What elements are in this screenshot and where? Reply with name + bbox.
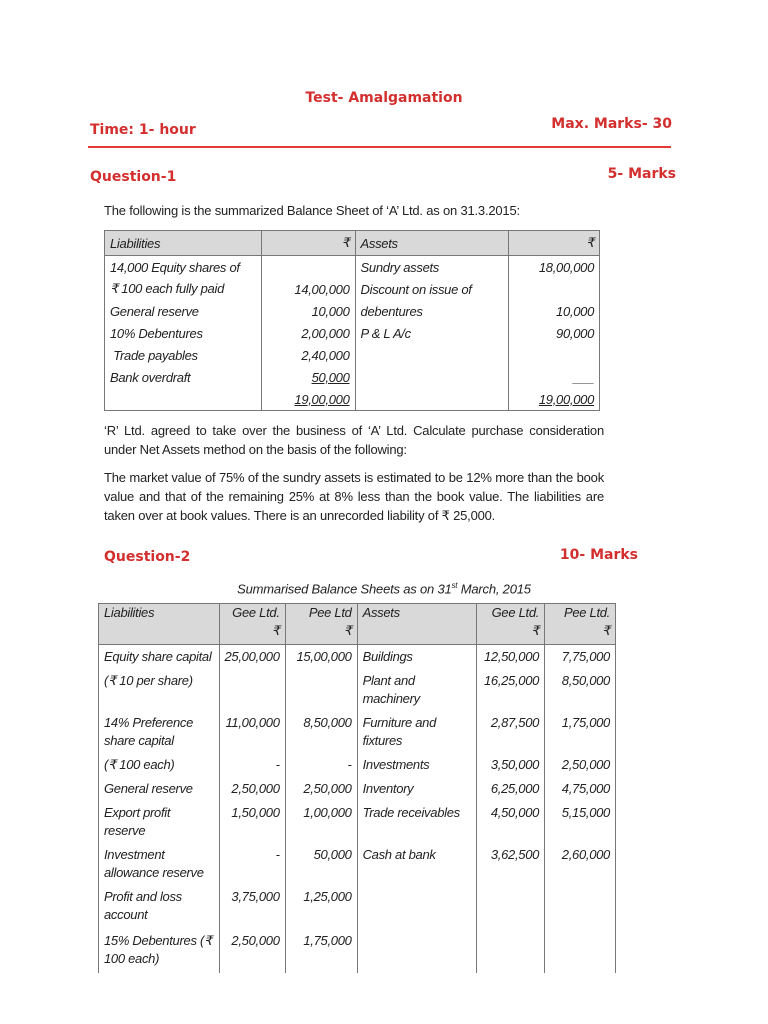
header-rupee: ₹ [531, 623, 540, 638]
question-1-intro: The following is the summarized Balance Sheet of ‘A’ Ltd. as on 31.3.2015: [104, 203, 520, 218]
amount-cell: 50,000 [261, 366, 355, 388]
pee-amount: 2,50,000 [545, 753, 616, 777]
header-gee-ltd [477, 604, 545, 645]
table-row [99, 843, 616, 885]
asset-cell: Investments [357, 753, 477, 777]
header-liabilities: Liabilities [99, 604, 220, 645]
balance-sheet-a-ltd [104, 230, 600, 411]
liability-cell: Equity share capital [99, 645, 220, 670]
table-row [105, 278, 600, 300]
test-title: Test- Amalgamation [305, 90, 463, 106]
question-2-heading: Question-2 [104, 549, 191, 565]
table-row [99, 801, 616, 843]
question-1-paragraph-2: The market value of 75% of the sundry assets is estimated to be 12% more than the book value and that of the remaining 25% at 8% less than the book value. The liabilities are taken over at book values. There is an unrecorded liability of ₹ 25,000. [104, 470, 604, 523]
amount-cell [509, 278, 600, 300]
header-gee-ltd [219, 604, 285, 645]
liability-cell: 14% Preference share capital [99, 711, 220, 753]
gee-amount [219, 669, 285, 711]
liability-cell: 10% Debentures [105, 322, 262, 344]
liability-cell: (₹ 10 per share) [99, 669, 220, 711]
pee-amount: 5,15,000 [545, 801, 616, 843]
amount-cell: 2,40,000 [261, 344, 355, 366]
asset-cell [355, 344, 509, 366]
total-row [105, 388, 600, 411]
amount-cell: ___ [509, 366, 600, 388]
amount-cell: 90,000 [509, 322, 600, 344]
header-rupee: ₹ [261, 231, 355, 256]
table-row [99, 753, 616, 777]
header-liabilities: Liabilities [105, 231, 262, 256]
liability-cell: 14,000 Equity shares of [105, 256, 262, 279]
liability-cell: General reserve [99, 777, 220, 801]
pee-amount: 2,50,000 [285, 777, 357, 801]
gee-amount: 2,87,500 [477, 711, 545, 753]
header-rupee: ₹ [343, 623, 352, 638]
table-header-row [105, 231, 600, 256]
liability-cell: Trade payables [105, 344, 262, 366]
caption-superscript: st [451, 581, 458, 590]
amount-cell [509, 344, 600, 366]
asset-cell: Discount on issue of [355, 278, 509, 300]
gee-amount: 2,50,000 [219, 929, 285, 973]
header-label: Pee Ltd [308, 605, 352, 620]
question-1-paragraph-1: ‘R’ Ltd. agreed to take over the business of ‘A’ Ltd. Calculate purchase consideration under Net Assets method on the basis of the following: [104, 423, 604, 457]
header-pee-ltd [285, 604, 357, 645]
gee-amount: 3,50,000 [477, 753, 545, 777]
question-2-caption [0, 581, 768, 596]
amount-cell: 10,000 [509, 300, 600, 322]
gee-amount: 3,62,500 [477, 843, 545, 885]
question-1-marks: 5- Marks [607, 166, 676, 182]
pee-amount: 7,75,000 [545, 645, 616, 670]
question-2-marks: 10- Marks [559, 547, 638, 563]
asset-cell [355, 388, 509, 411]
gee-amount [477, 885, 545, 929]
pee-amount [545, 929, 616, 973]
table-row [105, 344, 600, 366]
gee-amount: 25,00,000 [219, 645, 285, 670]
asset-cell: Plant and machinery [357, 669, 477, 711]
asset-cell: Buildings [357, 645, 477, 670]
gee-amount: 11,00,000 [219, 711, 285, 753]
pee-amount: 4,75,000 [545, 777, 616, 801]
table-row [99, 669, 616, 711]
asset-cell [357, 929, 477, 973]
gee-amount: - [219, 753, 285, 777]
liability-cell: Profit and loss account [99, 885, 220, 929]
asset-cell: Cash at bank [357, 843, 477, 885]
table-row [99, 645, 616, 670]
table-row [99, 885, 616, 929]
pee-amount: 50,000 [285, 843, 357, 885]
header-rupee: ₹ [509, 231, 600, 256]
asset-cell: Inventory [357, 777, 477, 801]
header-assets: Assets [357, 604, 477, 645]
total-liabilities: 19,00,000 [261, 388, 355, 411]
table-header-row [99, 604, 616, 645]
table-row [105, 322, 600, 344]
asset-cell [357, 885, 477, 929]
pee-amount: 8,50,000 [545, 669, 616, 711]
gee-amount [477, 929, 545, 973]
header-rupee: ₹ [271, 623, 280, 638]
pee-amount: 1,00,000 [285, 801, 357, 843]
pee-amount: 1,75,000 [285, 929, 357, 973]
pee-amount: 15,00,000 [285, 645, 357, 670]
liability-cell: Investment allowance reserve [99, 843, 220, 885]
asset-cell: P & L A/c [355, 322, 509, 344]
amount-cell: 10,000 [261, 300, 355, 322]
total-assets: 19,00,000 [509, 388, 600, 411]
table-row [99, 711, 616, 753]
amount-cell [261, 256, 355, 279]
pee-amount [545, 885, 616, 929]
caption-text: Summarised Balance Sheets as on 31 [237, 581, 452, 597]
pee-amount: 1,25,000 [285, 885, 357, 929]
amount-cell: 2,00,000 [261, 322, 355, 344]
gee-amount: 12,50,000 [477, 645, 545, 670]
header-divider [88, 146, 671, 148]
gee-amount: 3,75,000 [219, 885, 285, 929]
header-label: Gee Ltd. [491, 605, 540, 620]
pee-amount: 8,50,000 [285, 711, 357, 753]
caption-text: March, 2015 [457, 581, 531, 597]
header-label: Gee Ltd. [232, 605, 280, 620]
liability-cell: Bank overdraft [105, 366, 262, 388]
gee-amount: 16,25,000 [477, 669, 545, 711]
header-rupee: ₹ [602, 623, 610, 638]
amount-cell: 18,00,000 [509, 256, 600, 279]
question-1-heading: Question-1 [90, 169, 177, 185]
table-row [99, 929, 616, 973]
header-pee-ltd [545, 604, 616, 645]
time-label: Time: 1- hour [90, 122, 196, 138]
table-row [105, 366, 600, 388]
liability-cell [105, 388, 262, 411]
gee-amount: 6,25,000 [477, 777, 545, 801]
liability-cell: Export profit reserve [99, 801, 220, 843]
gee-amount: 1,50,000 [219, 801, 285, 843]
pee-amount [285, 669, 357, 711]
liability-cell: (₹ 100 each) [99, 753, 220, 777]
gee-amount: 2,50,000 [219, 777, 285, 801]
gee-amount: 4,50,000 [477, 801, 545, 843]
liability-cell: ₹ 100 each fully paid [105, 278, 262, 300]
pee-amount: 1,75,000 [545, 711, 616, 753]
asset-cell: Sundry assets [355, 256, 509, 279]
header-assets: Assets [355, 231, 509, 256]
liability-cell: General reserve [105, 300, 262, 322]
header-label: Pee Ltd. [563, 605, 610, 620]
table-row [105, 300, 600, 322]
summarised-balance-sheets [98, 603, 616, 973]
table-row [105, 256, 600, 279]
pee-amount: - [285, 753, 357, 777]
table-row [99, 777, 616, 801]
asset-cell: debentures [355, 300, 509, 322]
asset-cell: Trade receivables [357, 801, 477, 843]
gee-amount: - [219, 843, 285, 885]
max-marks-label: Max. Marks- 30 [551, 116, 672, 132]
amount-cell: 14,00,000 [261, 278, 355, 300]
asset-cell [355, 366, 509, 388]
pee-amount: 2,60,000 [545, 843, 616, 885]
asset-cell: Furniture and fixtures [357, 711, 477, 753]
liability-cell: 15% Debentures (₹ 100 each) [99, 929, 220, 973]
